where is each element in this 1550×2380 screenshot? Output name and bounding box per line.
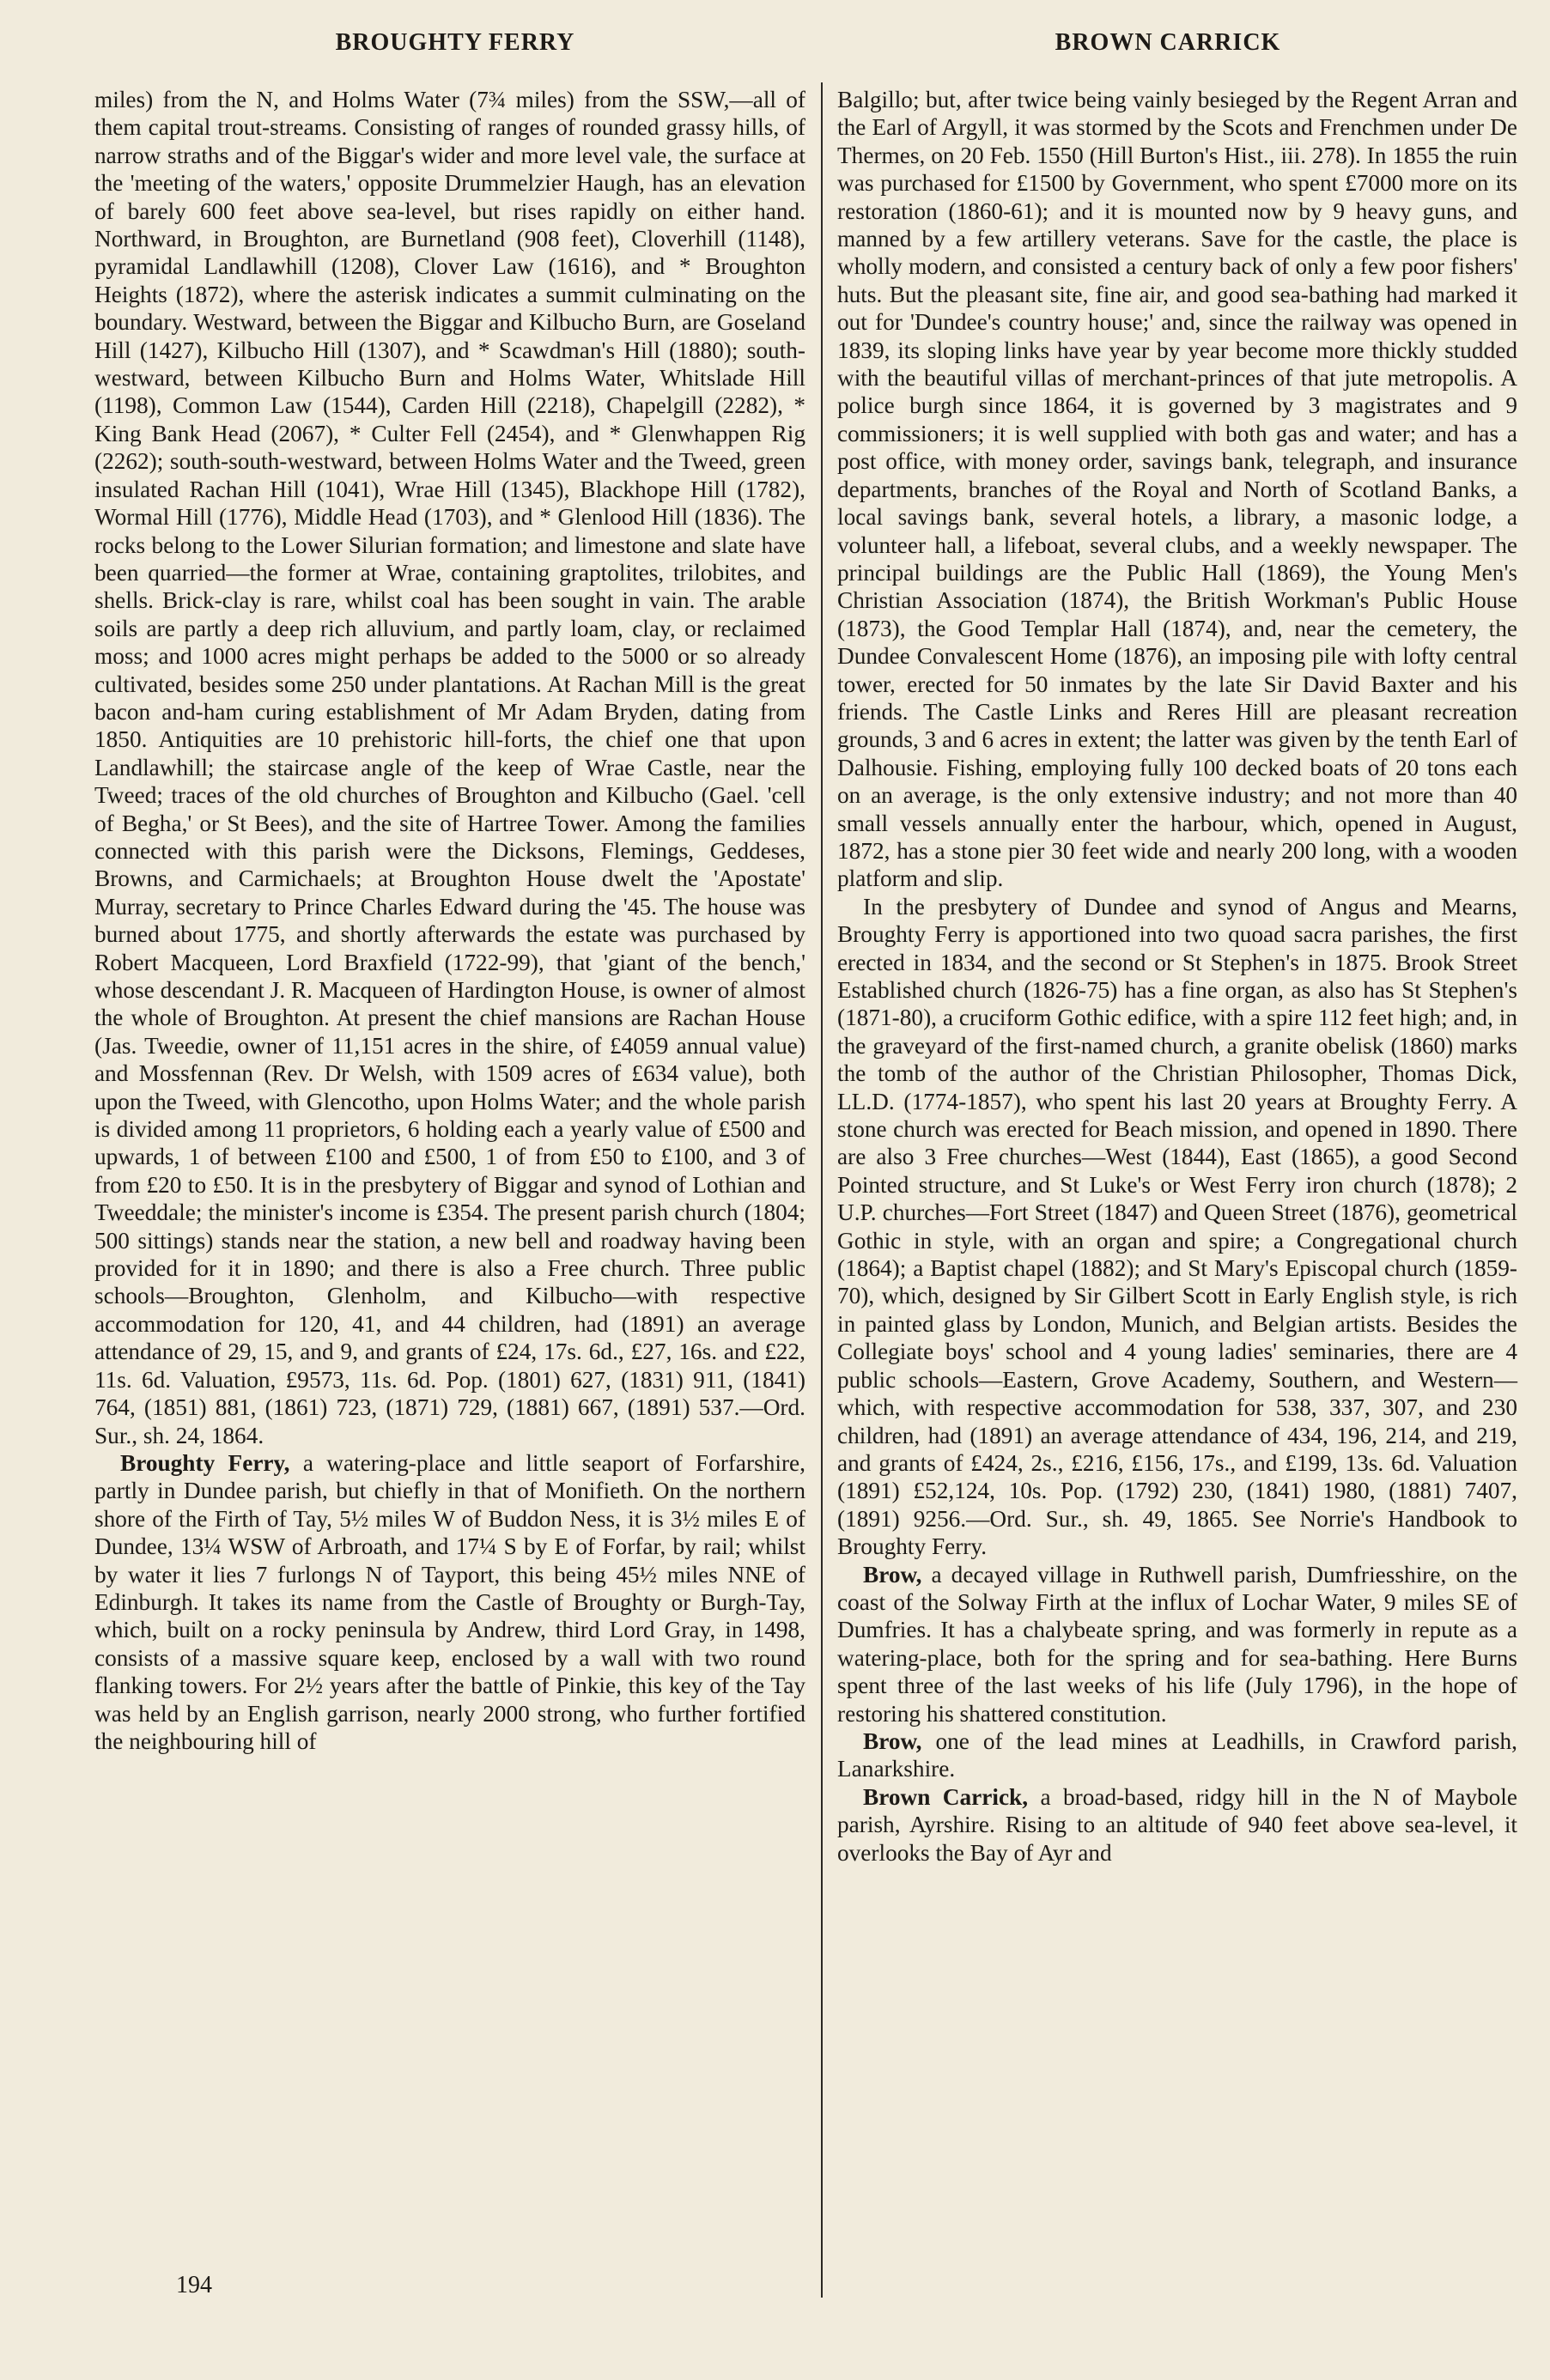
entry-text: one of the lead mines at Leadhills, in Crawford parish, Lanarkshire. [837, 1727, 1517, 1782]
headword: Brow, [863, 1561, 922, 1588]
entry-brow-village [837, 1561, 1517, 1727]
right-column [837, 86, 1517, 1867]
entry-brow-mine [837, 1727, 1517, 1783]
headword: Broughty Ferry, [120, 1449, 290, 1476]
continuation-paragraph: miles) from the N, and Holms Water (7¾ miles) from the SSW,—all of them capital trout-streams. Consisting of ranges of rounded grassy hills, of narrow straths and of the Biggar's wider and more level vale, the surface at the 'meeting of the waters,' opposite Drummelzier Haugh, has an elevation of barely 600 feet above sea-level, but rises rapidly on either hand. Northward, in Broughton, are Burnetland (908 feet), Cloverhill (1148), pyramidal Landlawhill (1208), Clover Law (1616), and * Broughton Heights (1872), where the asterisk indicates a summit culminating on the boundary. Westward, between the Biggar and Kilbucho Burn, are Goseland Hill (1427), Kilbucho Hill (1307), and * Scawdman's Hill (1880); south-westward, between Kilbucho Burn and Holms Water, Whitslade Hill (1198), Common Law (1544), Carden Hill (2218), Chapelgill (2282), * King Bank Head (2067), * Culter Fell (2454), and * Glenwhappen Rig (2262); south-south-westward, between Holms Water and the Tweed, green insulated Rachan Hill (1041), Wrae Hill (1345), Blackhope Hill (1782), Wormal Hill (1776), Middle Head (1703), and * Glenlood Hill (1836). The rocks belong to the Lower Silurian formation; and limestone and slate have been quarried—the former at Wrae, containing graptolites, trilobites, and shells. Brick-clay is rare, whilst coal has been sought in vain. The arable soils are partly a deep rich alluvium, and partly loam, clay, or reclaimed moss; and 1000 acres might perhaps be added to the 5000 or so already cultivated, besides some 250 under plantations. At Rachan Mill is the great bacon and-ham curing establishment of Mr Adam Bryden, dating from 1850. Antiquities are 10 prehistoric hill-forts, the chief one that upon Landlawhill; the staircase angle of the keep of Wrae Castle, near the Tweed; traces of the old churches of Broughton and Kilbucho (Gael. 'cell of Begha,' or St Bees), and the site of Hartree Tower. Among the families connected with this parish were the Dicksons, Flemings, Geddeses, Browns, and Carmichaels; at Broughton House dwelt the 'Apostate' Murray, secretary to Prince Charles Edward during the '45. The house was burned about 1775, and shortly afterwards the estate was purchased by Robert Macqueen, Lord Braxfield (1722-99), that 'giant of the bench,' whose descendant J. R. Macqueen of Hardington House, is owner of almost the whole of Broughton. At present the chief mansions are Rachan House (Jas. Tweedie, owner of 11,151 acres in the shire, of £4059 annual value) and Mossfennan (Rev. Dr Welsh, with 1509 acres of £634 value), both upon the Tweed, with Glencotho, upon Holms Water; and the whole parish is divided among 11 proprietors, 6 holding each a yearly value of £500 and upwards, 1 of between £100 and £500, 1 of from £50 to £100, and 3 of from £20 to £50. It is in the presbytery of Biggar and synod of Lothian and Tweeddale; the minister's income is £354. The present parish church (1804; 500 sittings) stands near the station, a new bell and roadway having been provided for it in 1890; and there is also a Free church. Three public schools—Broughton, Glenholm, and Kilbucho—with respective accommodation for 120, 41, and 44 children, had (1891) an average attendance of 29, 15, and 9, and grants of £24, 17s. 6d., £27, 16s. and £22, 11s. 6d. Valuation, £9573, 11s. 6d. Pop. (1801) 627, (1831) 911, (1841) 764, (1851) 881, (1861) 723, (1871) 729, (1881) 667, (1891) 537.—Ord. Sur., sh. 24, 1864. [94, 87, 805, 1448]
paragraph-presbytery: In the presbytery of Dundee and synod of Angus and Mearns, Broughty Ferry is apportioned into two quoad sacra parishes, the first erected in 1834, and the second or St Stephen's in 1875. Brook Street Established church (1826-75) has a fine organ, as also has St Stephen's (1871-80), a cruciform Gothic edifice, with a spire 112 feet high; and, in the graveyard of the first-named church, a granite obelisk (1860) marks the tomb of the author of the Christian Philosopher, Thomas Dick, LL.D. (1774-1857), who spent his last 20 years at Broughty Ferry. A stone church was erected for Beach mission, and opened in 1890. There are also 3 Free churches—West (1844), East (1865), a good Second Pointed structure, and St Luke's or West Ferry iron church (1878); 2 U.P. churches—Fort Street (1847) and Queen Street (1876), geometrical Gothic in style, with an organ and spire; a Congregational church (1864); a Baptist chapel (1882); and St Mary's Episcopal church (1859-70), which, designed by Sir Gilbert Scott in Early English style, is rich in painted glass by London, Munich, and Belgian artists. Besides the Collegiate boys' school and 4 young ladies' seminaries, there are 4 public schools—Eastern, Grove Academy, Southern, and Western—which, with respective accommodation for 538, 337, 307, and 230 children, had (1891) an average attendance of 434, 196, 214, and 219, and grants of £424, 2s., £216, £156, 17s., and £199, 13s. 6d. Valuation (1891) £52,124, 10s. Pop. (1792) 230, (1841) 1980, (1881) 7407, (1891) 9256.—Ord. Sur., sh. 49, 1865. See Norrie's Handbook to Broughty Ferry. [837, 893, 1517, 1560]
page-number: 194 [176, 2272, 212, 2298]
entry-text: a decayed village in Ruthwell parish, Dumfriesshire, on the coast of the Solway Firth at the influx of Lochar Water, 9 miles SE of Dumfries. It has a chalybeate spring, and was formerly in repute as a watering-place, both for the spring and for sea-bathing. Here Burns spent three of the last weeks of his life (July 1796), in the hope of restoring his shattered constitution. [837, 1561, 1517, 1727]
column-divider [821, 82, 823, 2298]
left-column [94, 86, 805, 1755]
running-head-left: BROUGHTY FERRY [335, 29, 575, 56]
entry-text: a broad-based, ridgy hill in the N of Maybole parish, Ayrshire. Rising to an altitude of 940 feet above sea-level, it overlooks the Bay of Ayr and [837, 1783, 1517, 1866]
entry-text: a watering-place and little seaport of Forfarshire, partly in Dundee parish, but chiefly in that of Monifieth. On the northern shore of the Firth of Tay, 5½ miles W of Buddon Ness, it is 3½ miles E of Dundee, 13¼ WSW of Arbroath, and 17¼ S by E of Forfar, by rail; whilst by water it lies 7 furlongs N of Tayport, this being 45½ miles NNE of Edinburgh. It takes its name from the Castle of Broughty or Burgh-Tay, which, built on a rocky peninsula by Andrew, third Lord Gray, in 1498, consists of a massive square keep, enclosed by a wall with two round flanking towers. For 2½ years after the battle of Pinkie, this key of the Tay was held by an English garrison, nearly 2000 strong, who further fortified the neighbouring hill of [94, 1449, 805, 1754]
headword: Brow, [863, 1727, 922, 1754]
headword: Brown Carrick, [863, 1783, 1029, 1810]
entry-brown-carrick [837, 1783, 1517, 1867]
entry-broughty-ferry [94, 1449, 805, 1755]
continuation-paragraph: Balgillo; but, after twice being vainly besieged by the Regent Arran and the Earl of Argyll, it was stormed by the Scots and Frenchmen under De Thermes, on 20 Feb. 1550 (Hill Burton's Hist., iii. 278). In 1855 the ruin was purchased for £1500 by Government, who spent £7000 more on its restoration (1860-61); and it is mounted now by 9 heavy guns, and manned by a few artillery veterans. Save for the castle, the place is wholly modern, and consisted a century back of only a few poor fishers' huts. But the pleasant site, fine air, and good sea-bathing had marked it out for 'Dundee's country house;' and, since the railway was opened in 1839, its sloping links have year by year become more thickly studded with the beautiful villas of merchant-princes of that jute metropolis. A police burgh since 1864, it is governed by 3 magistrates and 9 commissioners; it is well supplied with both gas and water; and has a post office, with money order, savings bank, telegraph, and insurance departments, branches of the Royal and North of Scotland Banks, a local savings bank, several hotels, a library, a masonic lodge, a volunteer hall, a lifeboat, several clubs, and a weekly newspaper. The principal buildings are the Public Hall (1869), the Young Men's Christian Association (1874), the British Workman's Public House (1873), the Good Templar Hall (1874), and, near the cemetery, the Dundee Convalescent Home (1876), an imposing pile with lofty central tower, erected for 50 inmates by the late Sir David Baxter and his friends. The Castle Links and Reres Hill are pleasant recreation grounds, 3 and 6 acres in extent; the latter was given by the tenth Earl of Dalhousie. Fishing, employing fully 100 decked boats of 20 tons each on an average, is the only extensive industry; and not more than 40 small vessels annually enter the harbour, which, opened in August, 1872, has a stone pier 30 feet wide and nearly 200 long, with a wooden platform and slip. [837, 87, 1517, 892]
running-head-right: BROWN CARRICK [1055, 29, 1281, 56]
